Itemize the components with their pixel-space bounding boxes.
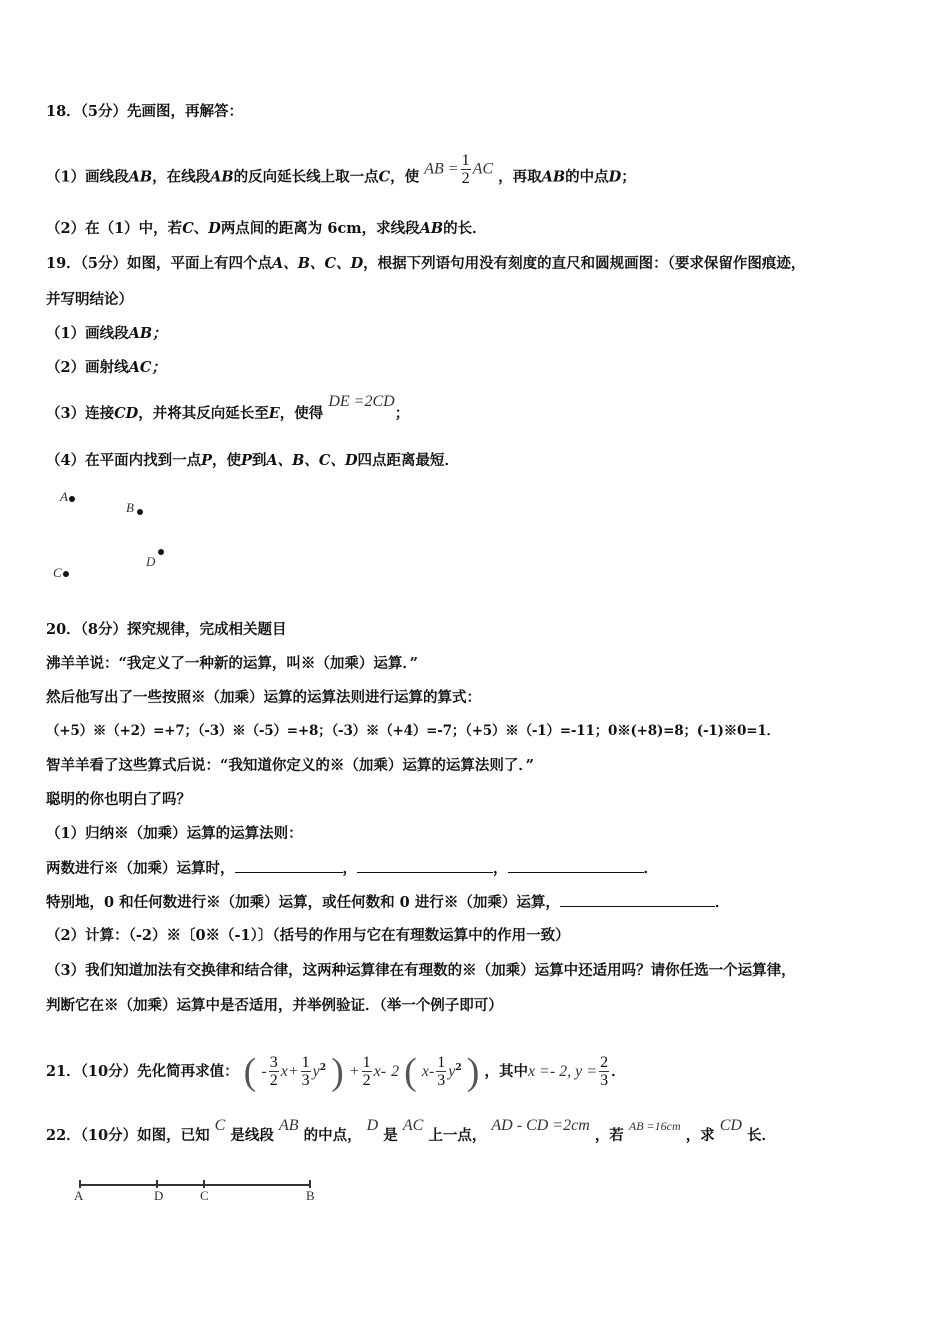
q18-part2: （2）在（1）中，若C、D两点间的距离为 6cm，求线段AB的长． bbox=[46, 220, 487, 237]
point-d-dot bbox=[158, 549, 164, 555]
point-c-label: C bbox=[53, 565, 62, 580]
q18-formula: AB = $\frac{1}{2}$ AC bbox=[424, 152, 494, 187]
point-b-label: B bbox=[126, 500, 134, 515]
answer-blank-4[interactable] bbox=[560, 892, 715, 907]
q20-part2: （2）计算：（-2）※〔0※（-1）〕（括号的作用与它在有理数运算中的作用一致） bbox=[46, 927, 570, 944]
q20-line2: 然后他写出了一些按照※（加乘）运算的运算法则进行运算的算式： bbox=[46, 689, 481, 706]
q21-line: 21．（10分）先化简再求值： ( - $\frac{3}{2}$ x+ $\frac{1}{3}$ $y^2$ ) + $\frac{1}{2}$ x- 2 ( x- $\frac{1}{3}$ $y^2$ ) ，其中x =- 2, y = $\frac{2}{3}$ ． bbox=[46, 1050, 626, 1093]
point-b-dot bbox=[137, 509, 143, 515]
tick-b bbox=[309, 1180, 311, 1188]
q20-line4: 智羊羊看了这些算式后说：“我知道你定义的※（加乘）运算的运算法则了．” bbox=[46, 757, 534, 774]
q19-title: 19．（5分）如图，平面上有四个点A、B、C、D，根据下列语句用没有刻度的直尺和圆规画图：（要求保留作图痕迹， bbox=[46, 255, 806, 272]
q18-part1: （1）画线段AB，在线段AB的反向延长线上取一点C，使 AB = $\frac{1}{2}$ AC ，再取AB的中点D； bbox=[46, 152, 636, 187]
q20-special-line: 特别地，0 和任何数进行※（加乘）运算，或任何数和 0 进行※（加乘）运算， ． bbox=[46, 894, 730, 911]
point-a-label: A bbox=[60, 489, 68, 504]
tick-c bbox=[203, 1180, 205, 1188]
q22-line: 22．（10分）如图，已知 C 是线段 AB 的中点， D 是 AC 上一点， AD - CD =2cm ，若 $^{AB =16cm}$ ，求 CD 长． bbox=[46, 1117, 777, 1144]
q19-step1: （1）画线段AB； bbox=[46, 325, 167, 342]
point-a-dot bbox=[69, 496, 75, 502]
q18-title: 18．（5分）先画图，再解答： bbox=[46, 103, 244, 120]
q20-title: 20．（8分）探究规律，完成相关题目 bbox=[46, 621, 287, 638]
segment-ab bbox=[79, 1184, 311, 1186]
point-d-label: D bbox=[146, 554, 156, 569]
q19-step2: （2）画射线AC； bbox=[46, 359, 166, 376]
q20-examples: （+5）※（+2）=+7；（-3）※（-5）=+8；（-3）※（+4）=-7；（+5）※（-1）=-11；0※(+8)=8；(-1)※0=1． bbox=[46, 723, 780, 739]
q20-part3: （3）我们知道加法有交换律和结合律，这两种运算律在有理数的※（加乘）运算中还适用吗？请你任选一个运算律， bbox=[46, 962, 796, 979]
answer-blank-2[interactable] bbox=[357, 858, 493, 873]
q19-title-cont: 并写明结论） bbox=[46, 291, 133, 308]
q19-step4: （4）在平面内找到一点P，使P到A、B、C、D四点距离最短． bbox=[46, 452, 460, 469]
tick-d bbox=[156, 1180, 158, 1188]
point-c-dot bbox=[63, 571, 69, 577]
seg-label-c: C bbox=[200, 1188, 209, 1203]
tick-a bbox=[79, 1180, 81, 1188]
q20-line5: 聪明的你也明白了吗？ bbox=[46, 791, 191, 808]
answer-blank-1[interactable] bbox=[235, 858, 343, 873]
q20-rule-line: 两数进行※（加乘）运算时， ， ， ． bbox=[46, 860, 658, 877]
answer-blank-3[interactable] bbox=[508, 858, 644, 873]
q20-line1: 沸羊羊说：“我定义了一种新的运算，叫※（加乘）运算．” bbox=[46, 655, 418, 672]
seg-label-d: D bbox=[154, 1188, 164, 1203]
seg-label-a: A bbox=[74, 1188, 84, 1203]
q20-part1: （1）归纳※（加乘）运算的运算法则： bbox=[46, 825, 303, 842]
q20-part3-cont: 判断它在※（加乘）运算中是否适用，并举例验证．（举一个例子即可） bbox=[46, 997, 503, 1014]
q19-step3: （3）连接CD，并将其反向延长至E，使得 DE =2CD； bbox=[46, 393, 410, 422]
seg-label-b: B bbox=[306, 1188, 315, 1203]
